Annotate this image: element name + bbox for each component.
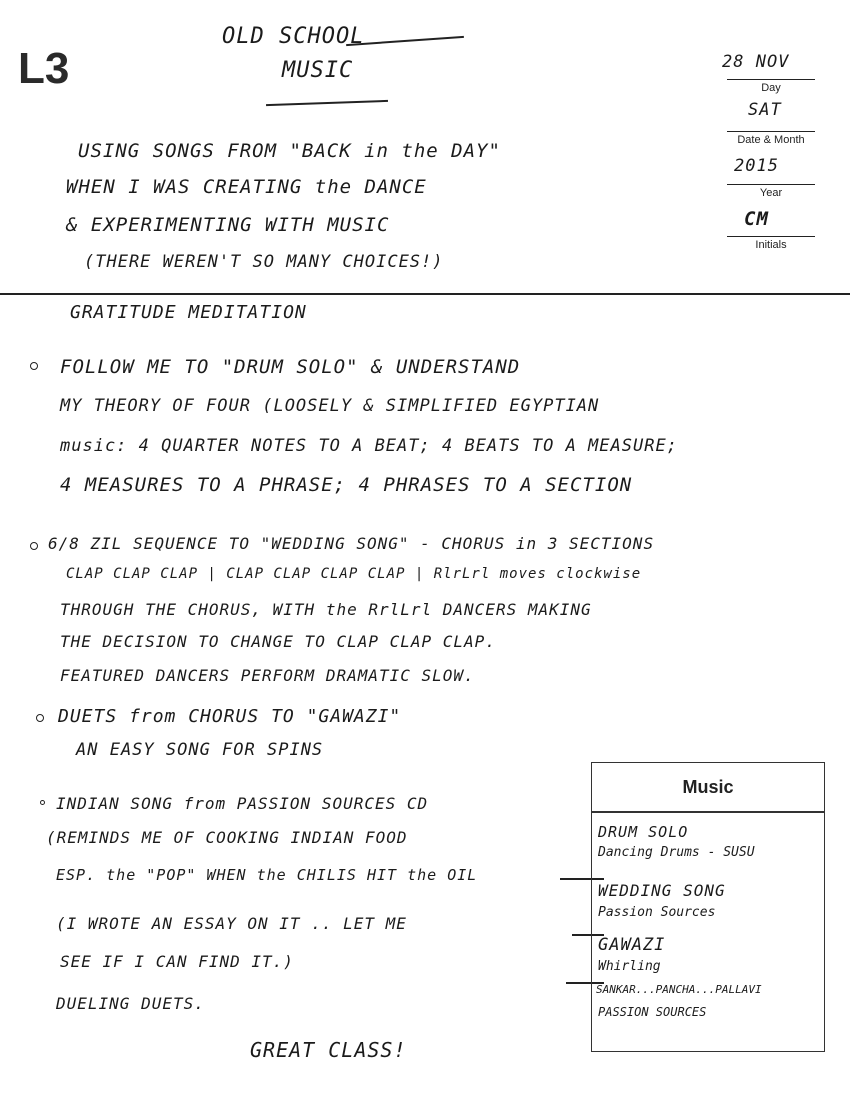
intro-line-4: (THERE WEREN'T SO MANY CHOICES!) [84, 252, 444, 272]
header-divider [0, 293, 850, 295]
initials-signature: CM [744, 208, 769, 230]
item4-line-5: SEE IF I CAN FIND IT.) [60, 952, 294, 971]
item4-line-6: DUELING DUETS. [56, 994, 205, 1013]
closing-note: GREAT CLASS! [250, 1038, 407, 1062]
day-value: 28 NOV [722, 52, 790, 72]
music-entry-6: Whirling [598, 959, 661, 974]
item2-line-2: CLAP CLAP CLAP | CLAP CLAP CLAP CLAP | RlrLrl moves clockwise [66, 566, 642, 582]
music-box-title: Music [682, 777, 734, 797]
item3-line-2: AN EASY SONG FOR SPINS [76, 740, 324, 760]
item3-line-1: DUETS from CHORUS TO "GAWAZI" [58, 706, 402, 727]
intro-line-2: WHEN I WAS CREATING the DANCE [66, 176, 427, 198]
bullet-2 [30, 542, 38, 550]
item2-line-4: THE DECISION TO CHANGE TO CLAP CLAP CLAP. [60, 632, 496, 651]
item2-line-1: 6/8 ZIL SEQUENCE TO "WEDDING SONG" - CHORUS in 3 SECTIONS [48, 534, 655, 553]
date-label: Date & Month [737, 134, 805, 146]
music-entry-2: Dancing Drums - SUSU [598, 845, 755, 860]
item4-line-3: ESP. the "POP" WHEN the CHILIS HIT the OIL [56, 866, 478, 884]
item4-line-1: INDIAN SONG from PASSION SOURCES CD [56, 794, 429, 813]
year-value: 2015 [734, 156, 779, 176]
date-rule [727, 131, 815, 132]
music-entry-5: GAWAZI [598, 935, 666, 955]
intro-line-3: & EXPERIMENTING WITH MUSIC [66, 214, 390, 236]
day-rule [727, 79, 815, 80]
music-entry-7: SANKAR...PANCHA...PALLAVI [596, 983, 762, 996]
title-underline-2 [266, 100, 388, 106]
year-label: Year [759, 187, 783, 199]
item1-line-1: FOLLOW ME TO "DRUM SOLO" & UNDERSTAND [60, 356, 521, 378]
music-entry-4: Passion Sources [598, 905, 716, 920]
year-rule [727, 184, 815, 185]
bullet-4 [40, 800, 45, 805]
item4-line-4: (I WROTE AN ESSAY ON IT .. LET ME [56, 914, 407, 933]
item1-line-3: music: 4 QUARTER NOTES TO A BEAT; 4 BEATS TO A MEASURE; [60, 436, 678, 456]
item4-line-2: (REMINDS ME OF COOKING INDIAN FOOD [46, 828, 408, 847]
title-line-2: MUSIC [282, 58, 354, 83]
date-value: SAT [748, 100, 782, 120]
title-line-1: OLD SCHOOL [222, 24, 365, 49]
bullet-3 [36, 714, 44, 722]
lesson-code: L3 [18, 44, 70, 93]
music-entry-3: WEDDING SONG [598, 881, 726, 900]
music-box [591, 762, 825, 1052]
initials-rule [727, 236, 815, 237]
intro-line-1: USING SONGS FROM "BACK in the DAY" [78, 140, 501, 162]
music-entry-8: PASSION SOURCES [598, 1005, 707, 1019]
day-label: Day [761, 82, 781, 94]
item1-line-4: 4 MEASURES TO A PHRASE; 4 PHRASES TO A SECTION [60, 474, 633, 496]
music-box-header-rule [592, 811, 824, 813]
item2-line-3: THROUGH THE CHORUS, WITH the RrlLrl DANCERS MAKING [60, 600, 592, 619]
initials-label: Initials [755, 239, 787, 251]
gratitude-meditation: GRATITUDE MEDITATION [70, 302, 307, 323]
item2-line-5: FEATURED DANCERS PERFORM DRAMATIC SLOW. [60, 666, 475, 685]
bullet-1 [30, 362, 38, 370]
item1-line-2: MY THEORY OF FOUR (LOOSELY & SIMPLIFIED EGYPTIAN [60, 396, 600, 416]
music-entry-1: DRUM SOLO [598, 823, 689, 841]
